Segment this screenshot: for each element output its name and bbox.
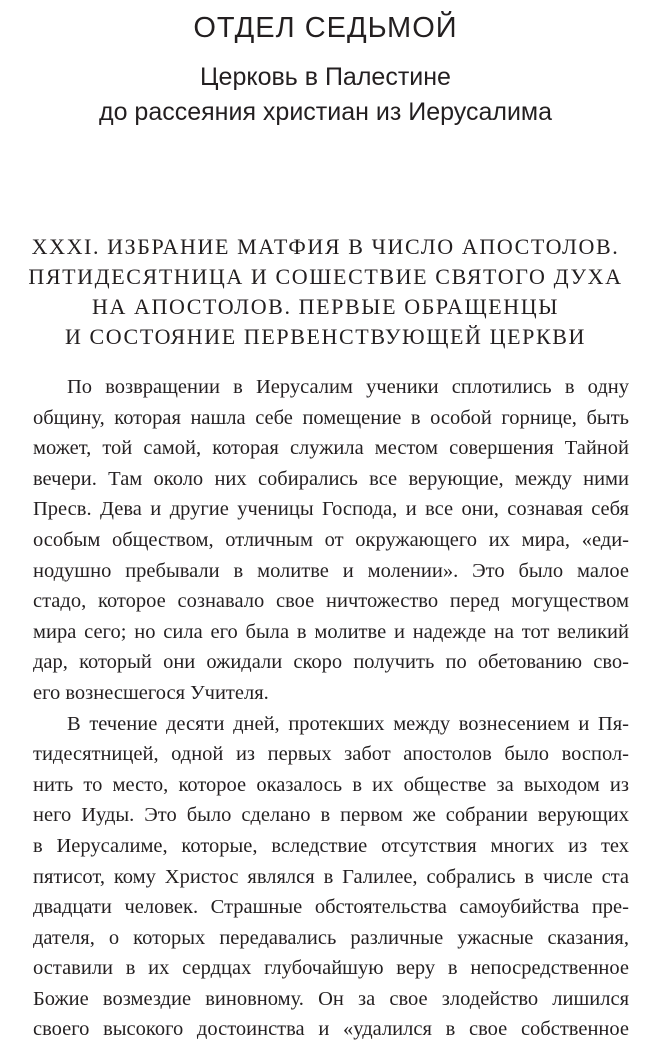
text-line: особым обществом, отличным от окружающего их мира, «еди- (33, 528, 629, 551)
text-line: тидесятницей, одной из первых забот апостолов было воспол- (33, 743, 629, 766)
text-line: вечери. Там около них собирались все верующие, между ними (33, 467, 629, 490)
text-line: общину, которая нашла себе помещение в особой горнице, быть (33, 406, 629, 429)
text-line: двадцати человек. Страшные обстоятельства самоубийства пре- (33, 896, 629, 919)
text-line: своего высокого достоинства и «удалился в свое собственное (33, 1018, 629, 1041)
text-line: Пресв. Дева и другие ученицы Господа, и все они, сознавая себя (33, 498, 629, 521)
text-line: стадо, которое сознавало свое ничтожество перед могуществом (33, 590, 629, 613)
text-line: мира сего; но сила его была в молитве и надежде на тот великий (33, 620, 629, 643)
text-line: нодушно пребывали в молитве и молении». Это было малое (33, 559, 629, 582)
text-line: По возвращении в Иерусалим ученики сплотились в одну (67, 376, 629, 398)
text-line: В течение десяти дней, протекших между вознесением и Пя- (67, 712, 629, 735)
text-line: Божие возмездие виновному. Он за свое злодейство лишился (33, 987, 629, 1010)
chapter-heading-line: НА АПОСТОЛОВ. ПЕРВЫЕ ОБРАЩЕНЦЫ (91, 294, 560, 319)
text-line: оставили в их сердцах глубочайшую веру в непосредственное (33, 957, 629, 980)
text-line: пятисот, кому Христос являлся в Галилее, собрались в числе ста (33, 865, 629, 888)
body-text (33, 372, 629, 1045)
paragraph-1 (33, 372, 629, 709)
chapter-heading (0, 232, 651, 352)
part-subtitle (0, 60, 651, 130)
paragraph-2 (33, 709, 629, 1045)
text-line: дар, который они ожидали скоро получить по обетованию сво- (33, 651, 629, 674)
text-line: дателя, о которых передавались различные ужасные сказания, (33, 926, 629, 949)
text-line: нить то место, которое оказалось в их обществе за выходом из (33, 773, 629, 796)
chapter-heading-line: И СОСТОЯНИЕ ПЕРВЕНСТВУЮЩЕЙ ЦЕРКВИ (64, 324, 587, 349)
chapter-heading-line: XXXI. ИЗБРАНИЕ МАТФИЯ В ЧИСЛО АПОСТОЛОВ. (31, 234, 620, 259)
part-subtitle-line: Церковь в Палестине (200, 63, 451, 91)
text-line: него Иуды. Это было сделано в первом же собрании верующих (33, 804, 629, 827)
text-line: его вознесшегося Учителя. (33, 681, 269, 704)
chapter-heading-line: ПЯТИДЕСЯТНИЦА И СОШЕСТВИЕ СВЯТОГО ДУХА (28, 264, 623, 289)
part-title: ОТДЕЛ СЕДЬМОЙ (193, 12, 458, 44)
text-line: в Иерусалиме, которые, вследствие отсутствия многих из тех (33, 834, 629, 857)
part-subtitle-line: до рассеяния христиан из Иерусалима (98, 98, 552, 126)
text-line: может, той самой, которая служила местом совершения Тайной (33, 437, 629, 460)
